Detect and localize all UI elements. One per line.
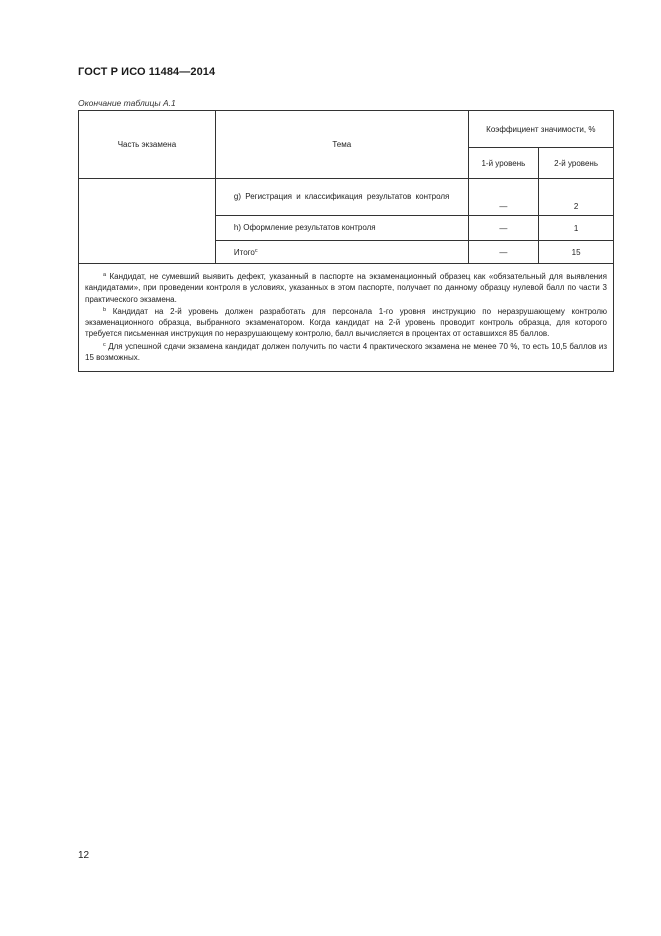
footnotes-row: [79, 264, 614, 372]
level1-value: —: [468, 241, 539, 264]
footnote-text: Кандидат на 2-й уровень должен разработать для персонала 1-го уровня инструкцию по неразрушающему контролю экзаменационного образца, выбранного экзаменатором. Когда кандидат на 2-й уровень проводит контроль образца, для которого требуется письменная инструкция по неразрушающему контролю, балл вычисляется в процентах от оставшихся 85 баллов.: [85, 306, 607, 339]
topic-cell-total: [215, 241, 468, 264]
part-cell: [79, 179, 216, 264]
level1-value: —: [468, 216, 539, 241]
footnote-mark: b: [103, 306, 107, 313]
header-topic: Тема: [215, 111, 468, 179]
topic-cell: g) Регистрация и классификация результатов контроля: [215, 179, 468, 216]
footnote-text: Кандидат, не сумевший выявить дефект, указанный в паспорте на экзаменационный образец как «обязательный для выявления кандидатами», при проведении контроля в условиях, указанных в этом паспорте, получает по данному образцу нулевой балл по части 3 практического экзамена.: [85, 272, 607, 304]
footnote-mark: a: [103, 272, 107, 278]
footnote-mark: c: [103, 341, 106, 348]
footnote-text: Для успешной сдачи экзамена кандидат должен получить по части 4 практического экзамена не менее 70 %, то есть 10,5 баллов из 15 возможных.: [85, 341, 607, 363]
level1-value: —: [468, 179, 539, 216]
table-caption: Окончание таблицы А.1: [78, 98, 176, 108]
header-part: Часть экзамена: [79, 111, 216, 179]
total-label: Итого: [233, 248, 255, 257]
footnote-mark: c: [254, 248, 258, 254]
footnotes-cell: [79, 264, 614, 372]
header-level2: 2-й уровень: [539, 148, 614, 179]
level2-value: 1: [539, 216, 614, 241]
document-header: ГОСТ Р ИСО 11484—2014: [78, 66, 216, 78]
level2-value: 2: [539, 179, 614, 216]
page-number: 12: [78, 850, 90, 861]
table-row: [79, 179, 614, 216]
table-header-row: [79, 111, 614, 148]
level2-value: 15: [539, 241, 614, 264]
qualification-table: [78, 110, 614, 372]
footnote-c: [85, 340, 607, 364]
topic-cell: h) Оформление результатов контроля: [215, 216, 468, 241]
header-coefficient: Коэффициент значимости, %: [468, 111, 613, 148]
footnote-b: [85, 305, 607, 340]
header-level1: 1-й уровень: [468, 148, 539, 179]
footnote-a: [85, 270, 607, 305]
